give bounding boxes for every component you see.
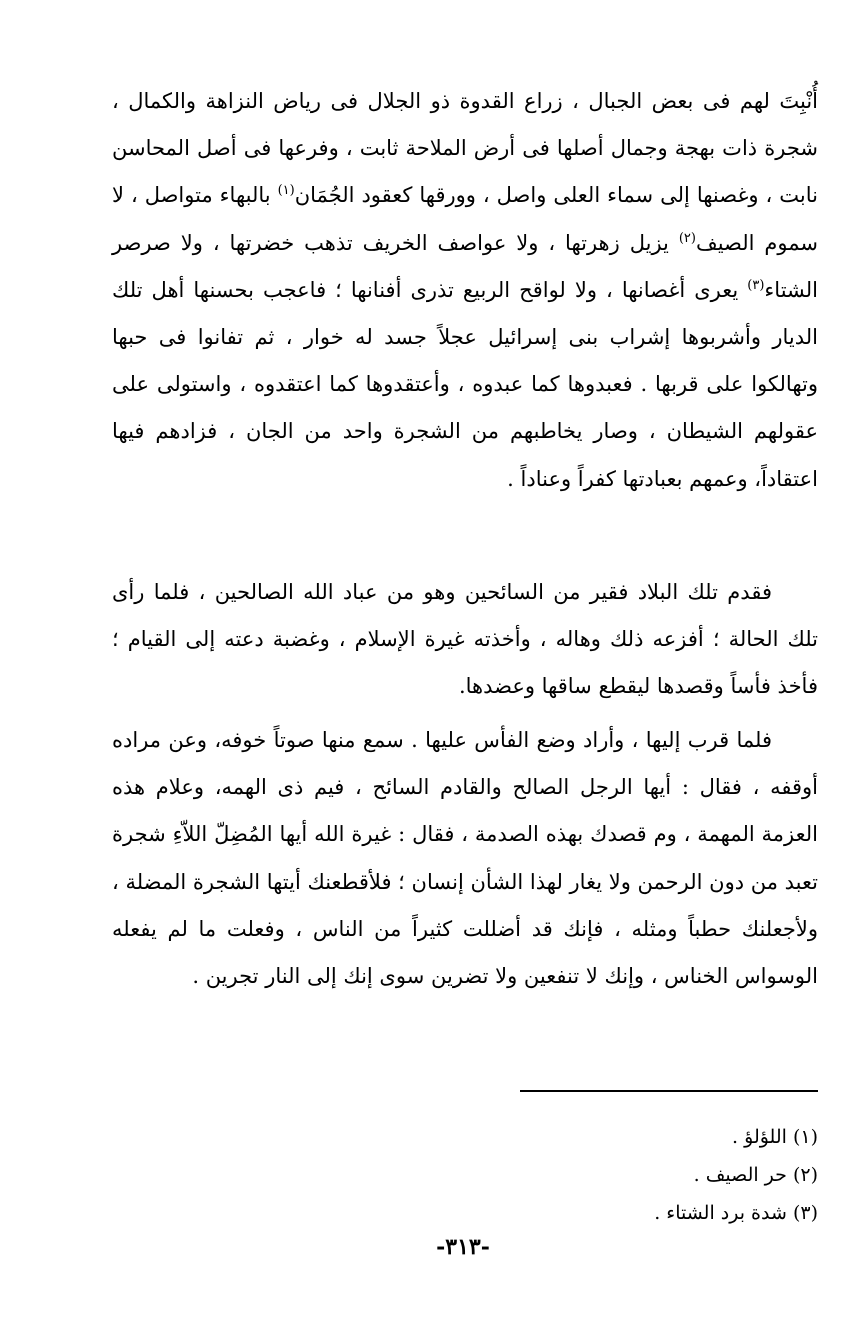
footnote-2: (٢) حر الصيف . [693,1164,818,1186]
footnote-separator [520,1090,818,1092]
paragraph-1-part-a: أُنْبِتَ لهم فى بعض الجبال ، زراع القدوة ذو الجلال فى رياض النزاهة والكمال ، شجرة ذات بهجة وجمال أصلها فى أرض الملاحة ثابت ، وفرعها فى أصل المحاسن نابت ، وغصنها إلى سماء العلى واصل ، وورقها كعقود الجُمَان [112,89,818,208]
paragraph-2 [112,569,818,711]
footnote-marker-2: (٢) [678,230,696,246]
paragraph-1-part-c: يزيل زهرتها ، ولا عواصف الخريف تذهب خضرتها ، ولا صرصر الشتاء [112,230,818,302]
paragraph-1 [112,78,818,503]
paragraph-1-part-d: يعرى أغصانها ، ولا لواقح الربيع تذرى أفنانها ؛ فاعجب بحسنها أهل تلك الديار وأشربوها إشراب بنى إسرائيل عجلاً جسد له خوار ، ثم تفانوا فى حبها وتهالكوا على قربها . فعبدوها كما عبدوه ، وأعتقدوها كما اعتقدوه ، واستولى على عقولهم الشيطان ، وصار يخاطبهم من الشجرة واحد من الجان ، فزادهم فيها اعتقاداً، وعمهم بعبادتها كفراً وعناداً . [112,277,818,491]
paragraph-2-text: فقدم تلك البلاد فقير من السائحين وهو من عباد الله الصالحين ، فلما رأى تلك الحالة ؛ أفزعه ذلك وهاله ، وأخذته غيرة الإسلام ، وغضبة دعته إلى القيام ؛ فأخذ فأساً وقصدها ليقطع ساقها وعضدها. [112,580,818,699]
paragraph-3 [112,717,818,1000]
footnote-marker-1: (١) [277,183,295,199]
footnote-marker-3: (٣) [747,277,765,293]
paragraph-3-text: فلما قرب إليها ، وأراد وضع الفأس عليها . سمع منها صوتاً خوفه، وعن مراده أوقفه ، فقال : أيها الرجل الصالح والقادم السائح ، فيم ذى الهمه، وعلام هذه العزمة المهمة ، وم قصدك بهذه الصدمة ، فقال : غيرة الله أيها المُضِلّ اللاّءِ شجرة تعبد من دون الرحمن ولا يغار لهذا الشأن إنسان ؛ فلأقطعنك أيتها الشجرة المضلة ، ولأجعلنك حطباً ومثله ، فإنك قد أضللت كثيراً من الناس ، وفعلت ما لم يفعله الوسواس الخناس ، وإنك لا تنفعين ولا تضرين سوى إنك إلى النار تجرين . [112,728,818,989]
footnotes [400,1118,818,1232]
page-number: -٣١٣- [436,1234,490,1260]
footnote-3: (٣) شدة برد الشتاء . [654,1202,818,1224]
paragraph-1-part-b: بالبهاء متواصل ، لا سموم الصيف [112,183,819,255]
footnote-1: (١) اللؤلؤ . [732,1126,818,1148]
